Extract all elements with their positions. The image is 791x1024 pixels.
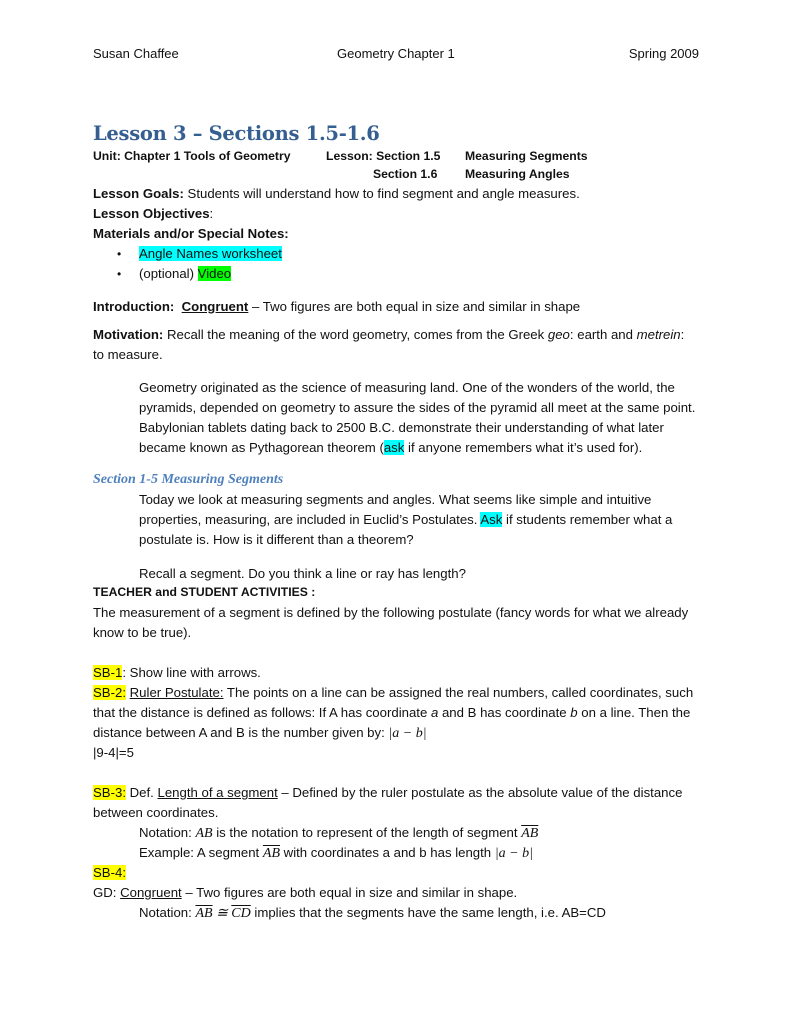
lesson-goals-label: Lesson Goals:	[93, 186, 184, 201]
gd-text: – Two figures are both equal in size and similar in shape.	[181, 885, 518, 900]
materials-label: Materials and/or Special Notes:	[93, 226, 289, 241]
section-text-line: postulate is. How is it different than a theorem?	[139, 532, 414, 547]
sb2-text: on a line. Then the	[577, 705, 691, 720]
congruent-term: Congruent	[181, 299, 249, 314]
congruent-symbol: ≅	[212, 906, 232, 921]
sb2-text: that the distance is defined as follows: If A has coordinate	[93, 705, 431, 720]
ruler-postulate-term: Ruler Postulate:	[129, 685, 224, 700]
lesson-goals-text: Students will understand how to find segment and angle measures.	[183, 186, 580, 201]
section-1-5-heading: Section 1-5 Measuring Segments	[93, 472, 284, 487]
motivation	[93, 327, 684, 342]
notation-label: Notation:	[139, 825, 196, 840]
section-text-line	[139, 512, 672, 527]
notation-text: implies that the segments have the same length, i.e. AB=CD	[250, 905, 606, 920]
bullet-icon: •	[117, 247, 122, 261]
page-header	[93, 46, 699, 64]
material-item-video	[139, 266, 231, 281]
sb2-example: |9-4|=5	[93, 745, 134, 760]
sb3-line2: between coordinates.	[93, 805, 219, 820]
congruent-term: Congruent	[120, 885, 182, 900]
sb4-gd	[93, 885, 517, 900]
sb4-notation	[139, 905, 606, 922]
sb2-text: and B has coordinate	[438, 705, 571, 720]
activities-line: know to be true).	[93, 625, 192, 640]
bullet-icon: •	[117, 267, 122, 281]
lesson-title: Lesson 3 – Sections 1.5-1.6	[93, 122, 380, 145]
lesson-section-1-5: Lesson: Section 1.5	[326, 149, 441, 163]
sb4-tag: SB-4:	[93, 865, 126, 880]
sb2-tag: SB-2:	[93, 685, 126, 700]
header-author: Susan Chaffee	[93, 46, 179, 61]
unit-label: Unit: Chapter 1 Tools of Geometry	[93, 149, 291, 163]
segment-ab: $\overline{AB}$	[262, 846, 280, 861]
introduction	[93, 299, 580, 314]
segment-cd: $\overline{CD}$	[231, 906, 251, 921]
activities-label: TEACHER and STUDENT ACTIVITIES :	[93, 585, 316, 599]
var-a: a	[430, 705, 439, 720]
length-of-segment-term: Length of a segment	[157, 785, 278, 800]
history-line: pyramids, depended on geometry to assure the sides of the pyramid all meet at the same point.	[139, 400, 696, 415]
ask-highlight: ask	[383, 440, 405, 455]
var-b: b	[570, 705, 578, 720]
introduction-text: – Two figures are both equal in size and similar in shape	[248, 299, 581, 314]
sb2-text: The points on a line can be assigned the real numbers, called coordinates, such	[223, 685, 694, 700]
sb3-notation	[139, 825, 538, 842]
sb4	[93, 865, 126, 880]
segment-ab: $\overline{AB}$	[521, 826, 539, 841]
history-line: Geometry originated as the science of measuring land. One of the wonders of the world, the	[139, 380, 675, 395]
distance-formula: |a − b|	[388, 726, 427, 741]
header-course: Geometry Chapter 1	[337, 46, 455, 61]
sb3-def: Def.	[125, 785, 158, 800]
colon: :	[209, 206, 214, 221]
sb1	[93, 665, 261, 680]
lesson-objectives-label: Lesson Objectives	[93, 206, 210, 221]
history-text: became known as Pythagorean theorem (	[139, 440, 384, 455]
header-term: Spring 2009	[628, 46, 699, 61]
ask-highlight: Ask	[480, 512, 503, 527]
topic-measuring-angles: Measuring Angles	[465, 167, 570, 181]
motivation-text: Recall the meaning of the word geometry, comes from the Greek	[163, 327, 548, 342]
geo-word: geo	[547, 327, 570, 342]
section-text-line: Today we look at measuring segments and angles. What seems like simple and intuitive	[139, 492, 652, 507]
notation-text: is the notation to represent of the length of segment	[212, 825, 522, 840]
material-item-worksheet	[139, 246, 282, 261]
recall-segment-line: Recall a segment. Do you think a line or ray has length?	[139, 566, 466, 581]
length-formula: |a − b|	[494, 846, 533, 861]
motivation-label: Motivation:	[93, 327, 164, 342]
lesson-objectives	[93, 206, 213, 221]
material-prefix: (optional)	[139, 266, 198, 281]
gd-label: GD:	[93, 885, 121, 900]
motivation-line2: to measure.	[93, 347, 163, 362]
introduction-label: Introduction:	[93, 299, 175, 314]
motivation-text: :	[680, 327, 685, 342]
example-label: Example: A segment	[139, 845, 263, 860]
lesson-section-1-6: Section 1.6	[373, 167, 438, 181]
sb2	[93, 685, 693, 700]
sb1-tag: SB-1	[93, 665, 123, 680]
sb3	[93, 785, 682, 800]
notation-label: Notation:	[139, 905, 196, 920]
video-link[interactable]: Video	[197, 266, 232, 281]
sb2-line2	[93, 705, 690, 720]
sb3-tag: SB-3:	[93, 785, 126, 800]
sb2-line3	[93, 725, 427, 742]
angle-names-worksheet-link[interactable]: Angle Names worksheet	[139, 246, 282, 261]
motivation-text: : earth and	[569, 327, 637, 342]
sb3-text: – Defined by the ruler postulate as the absolute value of the distance	[277, 785, 683, 800]
history-text: if anyone remembers what it’s used for).	[404, 440, 643, 455]
sb3-example	[139, 845, 533, 862]
segment-ab: $\overline{AB}$	[195, 906, 213, 921]
length-ab: AB	[195, 826, 213, 841]
sb2-text: distance between A and B is the number given by:	[93, 725, 389, 740]
lesson-goals	[93, 186, 580, 201]
metrein-word: metrein	[636, 327, 681, 342]
section-text: if students remember what a	[502, 512, 673, 527]
history-line	[139, 440, 642, 455]
topic-measuring-segments: Measuring Segments	[465, 149, 588, 163]
activities-line: The measurement of a segment is defined by the following postulate (fancy words for what we already	[93, 605, 689, 620]
history-line: Babylonian tablets dating back to 2500 B.C. demonstrate their understanding of what later	[139, 420, 664, 435]
example-text: with coordinates a and b has length	[280, 845, 495, 860]
sb1-text: : Show line with arrows.	[122, 665, 261, 680]
section-text: properties, measuring, are included in Euclid’s Postulates.	[139, 512, 481, 527]
